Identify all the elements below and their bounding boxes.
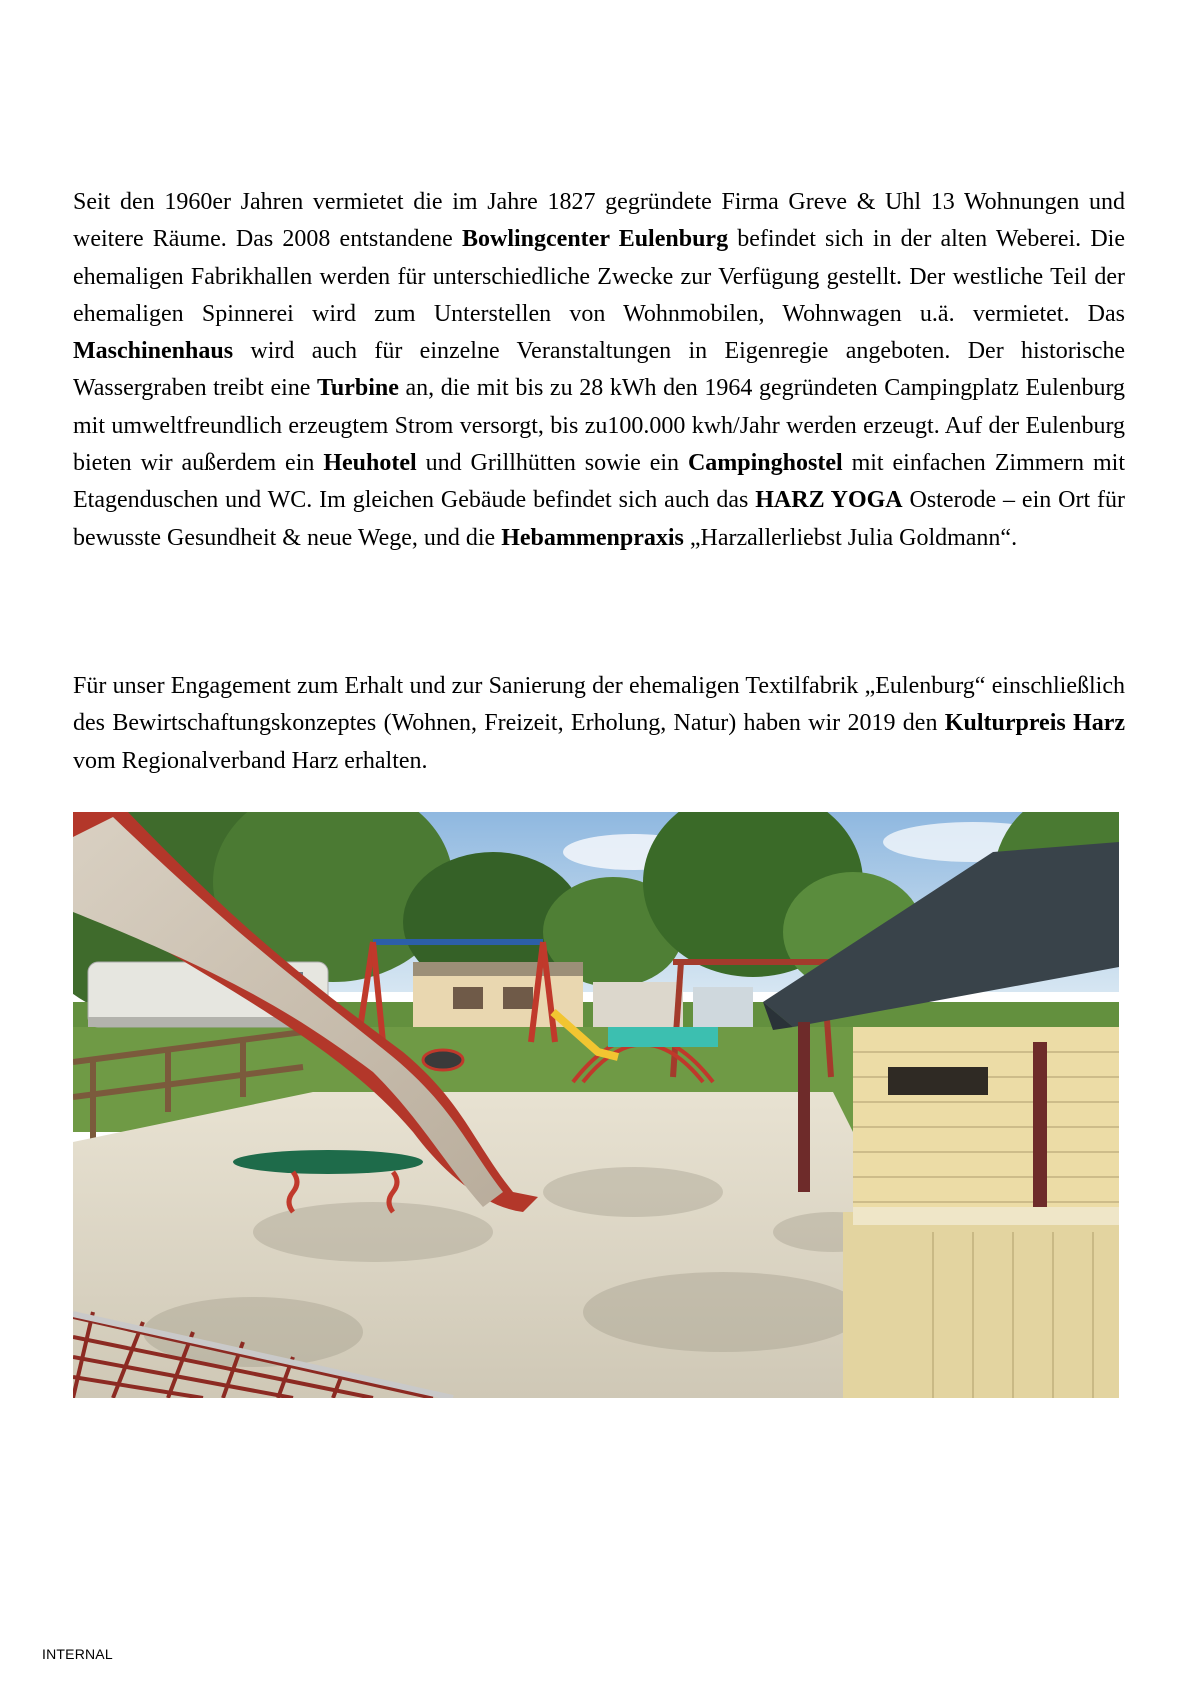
bold-bowlingcenter: Bowlingcenter Eulenburg [462,226,729,253]
text-run: Seit den 1960er Jahren vermietet die im Jahre 1827 gegründete Firma Greve & Uhl 13 Wohnungen und weitere Räume. Das 2008 entstandene [73,189,1125,253]
playground-photo [73,812,1119,1398]
text-run: Für unser Engagement zum Erhalt und zur Sanierung der ehemaligen Textilfabrik „Eulenburg“ einschließlich des Bewirtschaftungskonzeptes (Wohnen, Freizeit, Erholung, Natur) haben wir 2019 den [73,673,1125,737]
tyre [423,1050,463,1070]
bold-harz-yoga: HARZ YOGA [755,487,903,514]
text-run: und Grillhütten sowie ein [416,450,688,477]
bold-maschinenhaus: Maschinenhaus [73,338,234,365]
building [593,982,753,1027]
paragraph-history [73,184,1125,557]
paragraph-kulturpreis [73,668,1125,780]
text-run: mit einfachen Zimmern mit Etagenduschen und WC. Im gleichen Gebäude befindet sich auch das [73,450,1125,514]
bold-hebammenpraxis: Hebammenpraxis [501,524,684,551]
classification-label: INTERNAL [42,1646,113,1662]
bold-heuhotel: Heuhotel [323,450,417,477]
text-run: Osterode – ein Ort für bewusste Gesundheit & neue Wege, und die [73,487,1126,551]
bold-campinghostel: Campinghostel [687,450,843,477]
text-run: „Harzallerliebst Julia Goldmann“. [683,524,1018,551]
bold-turbine: Turbine [317,375,399,402]
text-run: an, die mit bis zu 28 kWh den 1964 gegründeten Campingplatz Eulenburg mit umweltfreundlich erzeugtem Strom versorgt, bis zu100.000 kwh/Jahr werden erzeugt. Auf der Eulenburg bieten wir außerdem ein [73,375,1125,477]
bold-kulturpreis: Kulturpreis Harz [944,710,1125,737]
text-run: vom Regionalverband Harz erhalten. [73,747,428,774]
text-run: wird auch für einzelne Veranstaltungen in Eigenregie angeboten. Der historische Wassergraben treibt eine [73,338,1125,402]
text-run: befindet sich in der alten Weberei. Die ehemaligen Fabrikhallen werden für unterschiedliche Zwecke zur Verfügung gestellt. Der westliche Teil der ehemaligen Spinnerei wird zum Unterstellen von Wohnmobilen, Wohnwagen u.ä. vermietet. Das [73,226,1125,327]
splash-pad [608,1027,718,1047]
